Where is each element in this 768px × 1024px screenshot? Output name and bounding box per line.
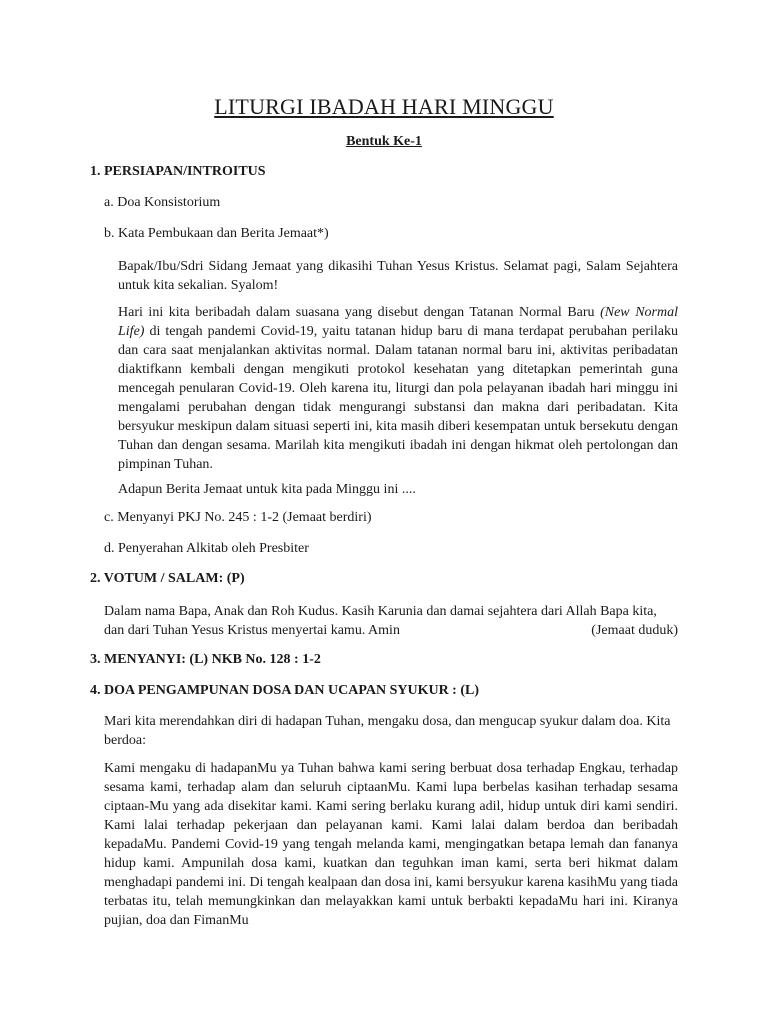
item-1d: d. Penyerahan Alkitab oleh Presbiter	[104, 541, 309, 556]
item-1c: c. Menyanyi PKJ No. 245 : 1-2 (Jemaat berdiri)	[104, 510, 372, 525]
paragraph-doa: Kami mengaku di hadapanMu ya Tuhan bahwa kami sering berbuat dosa terhadap Engkau, terhadap sesama kami, terhadap alam dan seluruh ciptaanMu. Kami lupa berbelas kasihan terhadap sesama ciptaan-Mu yang ada disekitar kami. Kami sering berlaku kurang adil, hidup untuk diri kami sendiri. Kami lalai terhadap pekerjaan dan pelayanan kami. Kami lalai dalam berdoa dan beribadah kepadaMu. Pandemi Covid-19 yang tengah melanda kami, mengingatkan betapa lemah dan fananya hidup kami. Ampunilah dosa kami, kuatkan dan teguhkan iman kami, serta beri hikmat dalam menghadapi pandemi ini. Di tengah kealpaan dan dosa ini, kami bersyukur karena kasihMu yang tiada terbatas itu, telah memungkinkan dan melayakkan kami untuk berbakti kepadaMu hari ini. Kiranya pujian, doa dan FimanMu	[104, 761, 678, 928]
paragraph-berita-jemaat: Adapun Berita Jemaat untuk kita pada Minggu ini ....	[118, 482, 416, 497]
paragraph-new-normal	[118, 303, 678, 474]
paragraph-new-normal-em: (New Normal Life)	[118, 305, 678, 339]
section-1-heading: 1. PERSIAPAN/INTROITUS	[90, 164, 266, 179]
paragraph-greeting: Bapak/Ibu/Sdri Sidang Jemaat yang dikasihi Tuhan Yesus Kristus. Selamat pagi, Salam Sejahtera untuk kita sekalian. Syalom!	[118, 259, 678, 293]
section-3-heading: 3. MENYANYI: (L) NKB No. 128 : 1-2	[90, 652, 321, 667]
paragraph-votum	[104, 602, 678, 640]
item-1b: b. Kata Pembukaan dan Berita Jemaat*)	[104, 226, 329, 241]
section-2-heading: 2. VOTUM / SALAM: (P)	[90, 571, 245, 586]
paragraph-doa-intro: Mari kita merendahkan diri di hadapan Tuhan, mengaku dosa, dan mengucap syukur dalam doa. Kita berdoa:	[104, 714, 671, 748]
paragraph-votum-text: Dalam nama Bapa, Anak dan Roh Kudus. Kasih Karunia dan damai sejahtera dari Allah Bapa kita, dan dari Tuhan Yesus Kristus menyertai kamu. Amin	[104, 604, 657, 638]
document-subtitle: Bentuk Ke-1	[346, 134, 422, 149]
item-1a: a. Doa Konsistorium	[104, 195, 221, 210]
section-4-heading: 4. DOA PENGAMPUNAN DOSA DAN UCAPAN SYUKUR : (L)	[90, 683, 480, 698]
paragraph-votum-note: (Jemaat duduk)	[591, 623, 678, 638]
document-title: LITURGI IBADAH HARI MINGGU	[214, 94, 554, 119]
paragraph-new-normal-post: di tengah pandemi Covid-19, yaitu tatanan hidup baru di mana terdapat perubahan perilaku dan cara saat menjalankan aktivitas normal. Dalam tatanan normal baru ini, aktivitas peribadatan diaktifkann kembali dengan mengikuti protokol kesehatan yang ditetapkan pemerintah guna mencegah penularan Covid-19. Oleh karena itu, liturgi dan pola pelayanan ibadah hari minggu ini mengalami perubahan dengan tidak mengurangi substansi dan makna dari peribadatan. Kita bersyukur meskipun dalam situasi seperti ini, kita masih diberi kesempatan untuk bersekutu dengan Tuhan dan dengan sesama. Marilah kita mengikuti ibadah ini dengan hikmat oleh pertolongan dan pimpinan Tuhan.	[118, 324, 678, 472]
paragraph-new-normal-pre: Hari ini kita beribadah dalam suasana yang disebut dengan Tatanan Normal Baru	[118, 305, 601, 320]
